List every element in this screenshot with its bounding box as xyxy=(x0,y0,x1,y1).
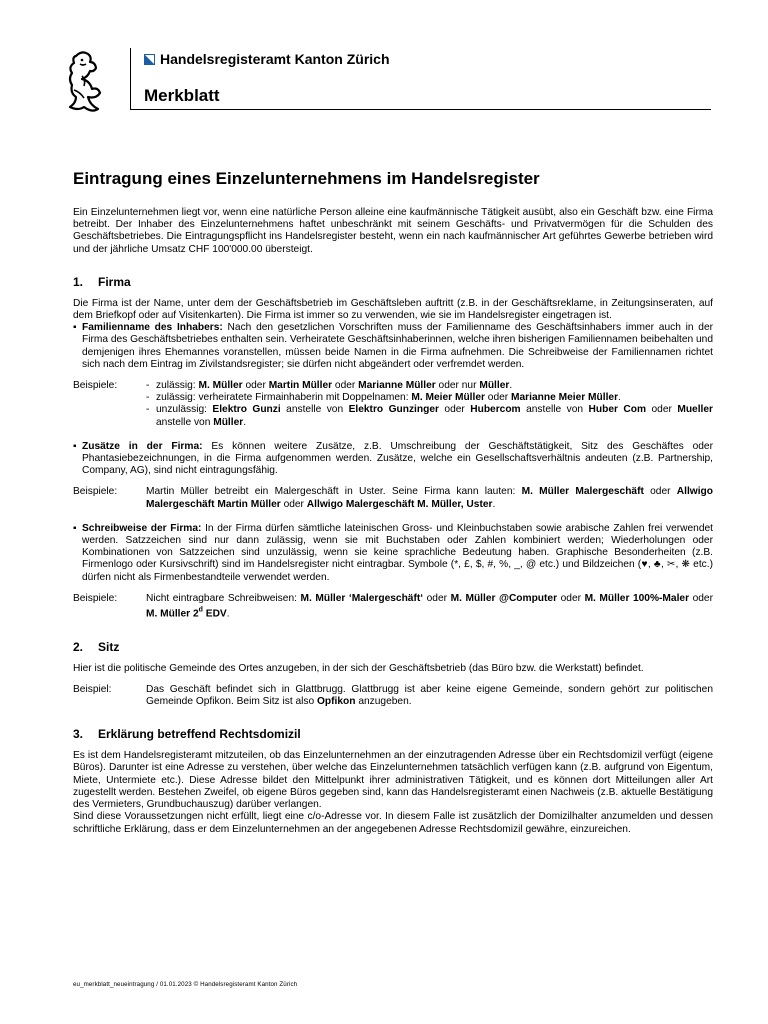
section-heading-sitz xyxy=(73,640,713,654)
examples-label: Beispiele: xyxy=(73,380,118,392)
zurich-lion-logo-icon xyxy=(62,50,108,114)
organization-name xyxy=(144,51,390,67)
section-title: Sitz xyxy=(98,639,120,654)
bullet-text: Es können weitere Zusätze, z.B. Umschreibung der Geschäftstätigkeit, Sitz des Geschäftes oder Phantasiebezeichnungen, in die Firma aufgenommen werden. Zusätze, welche ein Gesellschaftsverhältnis andeuten (z.B. Partnership, Company, AG), sind nicht eintragungsfähig. xyxy=(82,440,713,477)
page-footer: eu_merkblatt_neueintragung / 01.01.2023 © Handelsregisteramt Kanton Zürich xyxy=(73,981,298,988)
bullet-schreibweise xyxy=(73,523,713,584)
document-body xyxy=(73,169,713,836)
bullet-text: In der Firma dürfen sämtliche lateinischen Gross- und Kleinbuchstaben sowie arabische Zahlen frei verwendet werden. Satzzeichen sind nur dann zulässig, wenn sie mit Buchstaben oder Zahlen kombiniert werden; Wiederholungen oder Kombinationen von Satzzeichen sind unzulässig, wenn sie keine sprachliche Bedeutung haben. Graphische Besonderheiten (z.B. Firmenlogo oder Kursivschrift) sind im Handelsregister nicht eintragbar. Symbole (*, £, $, #, %, _, @ etc.) und Bildzeichen (♥, ♣, ✂, ❋ etc.) dürfen nicht als Firmenbestandteile verwendet werden. xyxy=(82,522,713,583)
bullet-heading: Familienname des Inhabers: xyxy=(82,322,223,334)
example-item: - unzulässig: Elektro Gunzi anstelle von Elektro Gunzinger oder Hubercom anstelle von Huber Com oder Mueller anstelle von Müller. xyxy=(146,404,713,428)
header-vertical-rule xyxy=(130,48,131,110)
examples-list xyxy=(146,380,713,429)
example-text: Das Geschäft befindet sich in Glattbrugg. Glattbrugg ist aber keine eigene Gemeinde, sondern gehört zur politischen Gemeinde Opfikon. Beim Sitz ist also Opfikon anzugeben. xyxy=(146,683,713,708)
section-heading-rechtsdomizil xyxy=(73,727,713,741)
examples-label: Beispiele: xyxy=(73,592,118,604)
examples-familienname xyxy=(73,380,713,429)
section-title: Firma xyxy=(98,274,131,289)
firma-paragraph: Die Firma ist der Name, unter dem der Geschäftsbetrieb im Geschäftsleben auftritt (z.B. in der Geschäftsreklame, in Zeitungsinseraten, auf dem Briefkopf oder auf Visitenkarten). Die Firma ist immer so zu verwenden, wie sie im Handelsregister eingetragen ist. xyxy=(73,297,713,322)
section-number: 3. xyxy=(73,727,84,742)
rechtsdomizil-paragraph-2: Sind diese Voraussetzungen nicht erfüllt, liegt eine c/o-Adresse vor. In diesem Falle ist zusätzlich der Domizilhalter anzumelden und dessen schriftliche Erklärung, dass er dem Einzelunternehmen an der angegebenen Adresse Rechtsdomizil gewähre, einzureichen. xyxy=(73,811,713,835)
section-title: Erklärung betreffend Rechtsdomizil xyxy=(98,727,301,742)
header-horizontal-rule xyxy=(130,109,711,110)
example-text: Martin Müller betreibt ein Malergeschäft in Uster. Seine Firma kann lauten: M. Müller Malergeschäft oder Allwigo Malergeschäft Martin Müller oder Allwigo Malergeschäft M. Müller, Uster. xyxy=(146,486,713,510)
bullet-heading: Zusätze in der Firma: xyxy=(82,440,203,452)
section-number: 2. xyxy=(73,639,84,654)
document-type: Merkblatt xyxy=(144,86,220,105)
example-text: Nicht eintragbare Schreibweisen: M. Müller ‘Malergeschäft‘ oder M. Müller @Computer oder M. Müller 100%-Maler oder M. Müller 2$^d$ EDV. xyxy=(146,592,713,620)
examples-zusaetze xyxy=(73,486,713,510)
bullet-heading: Schreibweise der Firma: xyxy=(82,522,202,534)
bullet-zusaetze xyxy=(73,441,713,478)
examples-label: Beispiele: xyxy=(73,486,118,498)
intro-paragraph: Ein Einzelunternehmen liegt vor, wenn eine natürliche Person alleine eine kaufmännische Tätigkeit ausübt, also ein Geschäft bzw. eine Firma betreibt. Der Inhaber des Einzelunternehmens haftet unbeschränkt mit seinem Geschäfts- und Privatvermögen für die Schulden des Geschäftsbetriebes. Die Eintragungspflicht ins Handelsregister besteht, wenn ein nach kaufmännischer Art geführtes Gewerbe betrieben wird und der jährliche Umsatz CHF 100'000.00 übersteigt. xyxy=(73,207,713,255)
example-item: - zulässig: verheiratete Firmainhaberin mit Doppelnamen: M. Meier Müller oder Marianne Meier Müller. xyxy=(146,392,713,404)
organization-name-text: Handelsregisteramt Kanton Zürich xyxy=(160,51,390,67)
bullet-familienname xyxy=(73,322,713,371)
rechtsdomizil-paragraph-1: Es ist dem Handelsregisteramt mitzuteilen, ob das Einzelunternehmen an der einzutragenden Adresse über ein Rechtsdomizil verfügt (eigene Büros). Darunter ist eine Adresse zu verstehen, über welche das Einzelunternehmen tatsächlich verfügen kann (z.B. aufgrund von Eigentum, Miete, Untermiete etc.). Diese Adresse bildet den Mittelpunkt ihrer administrativen Tätigkeit, und es können dort Mitteilungen aller Art zugestellt werden. Bestehen Zweifel, ob eigene Büros gegeben sind, kann das Handelsregisteramt einen Nachweis (z.B. aktuelle Bestätigung des Vermieters, Grundbuchauszug) darüber verlangen. xyxy=(73,750,713,811)
section-heading-firma xyxy=(73,275,713,289)
section-number: 1. xyxy=(73,274,84,289)
example-item: - zulässig: M. Müller oder Martin Müller oder Marianne Müller oder nur Müller. xyxy=(146,380,713,392)
example-label: Beispiel: xyxy=(73,683,112,695)
bullet-text: Nach den gesetzlichen Vorschriften muss der Familienname des Geschäftsinhabers immer auch in der Firma des Geschäftsbetriebes enthalten sein. Verheiratete Geschäftsinhaberinnen, welche ihren bisherigen Familiennamen beibehalten und demjenigen ihres Ehemannes voranstellen, müssen beide Namen in die Firma aufnehmen. Die Schreibweise der Familiennamen richtet sich nach dem Eintrag im Zivilstandsregister; sie dürfen nicht abgeändert oder verfremdet werden. xyxy=(82,322,714,370)
page-title: Eintragung eines Einzelunternehmens im Handelsregister xyxy=(73,169,540,188)
canton-flag-icon xyxy=(144,54,155,65)
examples-schreibweise xyxy=(73,593,713,621)
example-sitz xyxy=(73,684,713,708)
sitz-paragraph: Hier ist die politische Gemeinde des Ortes anzugeben, in der sich der Geschäftsbetrieb (das Büro bzw. die Werkstatt) befindet. xyxy=(73,662,644,674)
